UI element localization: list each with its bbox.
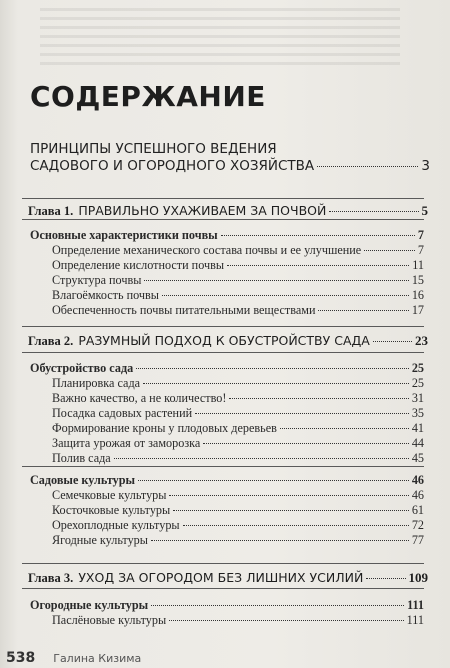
item-title: Посадка садовых растений [52, 406, 193, 420]
toc-item [52, 613, 424, 628]
section-title: Основные характеристики почвы [30, 228, 218, 242]
item-page: 44 [411, 436, 424, 450]
item-page: 31 [411, 391, 424, 405]
section-page: 111 [407, 598, 424, 612]
dot-leader [373, 341, 412, 342]
section-entry [30, 361, 424, 376]
item-title: Определение механического состава почвы и ее улучшение [52, 243, 362, 257]
item-title: Семечковые культуры [52, 488, 167, 502]
dot-leader [136, 368, 409, 369]
item-page: 72 [411, 518, 424, 532]
chapter-title: РАЗУМНЫЙ ПОДХОД К ОБУСТРОЙСТВУ САДА [78, 333, 370, 348]
page-number: 538 [6, 650, 36, 666]
toc-item [52, 243, 424, 258]
toc-item [52, 451, 424, 466]
item-page: 111 [406, 613, 424, 627]
dot-leader [114, 458, 409, 459]
item-page: 45 [411, 451, 424, 465]
item-page: 7 [417, 243, 424, 257]
chapter-page: 109 [408, 570, 428, 585]
item-title: Структура почвы [52, 273, 142, 287]
dot-leader [318, 310, 408, 311]
toc-title: СОДЕРЖАНИЕ [30, 80, 266, 113]
section-divider [22, 466, 424, 467]
section-divider [22, 352, 424, 353]
section-title: Огородные культуры [30, 598, 149, 612]
toc-item [52, 436, 424, 451]
section-entry [30, 598, 424, 613]
dot-leader [195, 413, 409, 414]
dot-leader [227, 265, 409, 266]
chapter-divider [22, 563, 424, 564]
item-page: 41 [411, 421, 424, 435]
dot-leader [151, 540, 409, 541]
dot-leader [203, 443, 409, 444]
toc-item [52, 518, 424, 533]
item-title: Формирование кроны у плодовых деревьев [52, 421, 277, 435]
dot-leader [169, 620, 403, 621]
chapter-title: ПРАВИЛЬНО УХАЖИВАЕМ ЗА ПОЧВОЙ [78, 203, 327, 218]
section-page: 25 [411, 361, 424, 375]
item-title: Влагоёмкость почвы [52, 288, 159, 302]
chapter-page: 5 [421, 203, 428, 218]
chapter-heading [28, 570, 428, 586]
chapter-heading [28, 203, 428, 219]
item-title: Паслёновые культуры [52, 613, 167, 627]
dot-leader [162, 295, 409, 296]
toc-item [52, 488, 424, 503]
toc-item [52, 258, 424, 273]
dot-leader [329, 211, 418, 212]
item-title: Орехоплодные культуры [52, 518, 180, 532]
toc-item [52, 533, 424, 548]
dot-leader [221, 235, 415, 236]
item-page: 46 [411, 488, 424, 502]
item-title: Обеспеченность почвы питательными веществами [52, 303, 316, 317]
toc-item [52, 503, 424, 518]
toc-item [52, 391, 424, 406]
item-title: Важно качество, а не количество! [52, 391, 227, 405]
item-page: 11 [412, 258, 424, 272]
item-page: 16 [411, 288, 424, 302]
chapter-divider [22, 198, 424, 199]
bleed-through-text [40, 8, 400, 68]
page-footer [6, 650, 141, 666]
dot-leader [143, 383, 409, 384]
section-entry [30, 228, 424, 243]
toc-item [52, 303, 424, 318]
dot-leader [280, 428, 409, 429]
section-divider [22, 219, 424, 220]
dot-leader [144, 280, 408, 281]
section-divider [22, 588, 424, 589]
item-title: Планировка сада [52, 376, 141, 390]
chapter-heading [28, 333, 428, 349]
running-author: Галина Кизима [53, 652, 142, 665]
item-page: 77 [411, 533, 424, 547]
intro-page: 3 [421, 158, 430, 174]
toc-item [52, 273, 424, 288]
item-page: 15 [411, 273, 424, 287]
dot-leader [138, 480, 409, 481]
section-page: 7 [417, 228, 424, 242]
item-page: 61 [411, 503, 424, 517]
dot-leader [229, 398, 408, 399]
chapter-page: 23 [415, 333, 428, 348]
dot-leader [366, 578, 405, 579]
dot-leader [169, 495, 408, 496]
item-page: 17 [411, 303, 424, 317]
section-entry [30, 473, 424, 488]
item-title: Защита урожая от заморозка [52, 436, 201, 450]
dot-leader [151, 605, 404, 606]
toc-item [52, 288, 424, 303]
chapter-title: УХОД ЗА ОГОРОДОМ БЕЗ ЛИШНИХ УСИЛИЙ [78, 570, 364, 585]
section-page: 46 [411, 473, 424, 487]
chapter-number: Глава 1. [28, 204, 74, 218]
toc-item [52, 406, 424, 421]
dot-leader [317, 166, 418, 167]
chapter-divider [22, 326, 424, 327]
item-page: 25 [411, 376, 424, 390]
dot-leader [364, 250, 415, 251]
section-title: Обустройство сада [30, 361, 134, 375]
item-title: Определение кислотности почвы [52, 258, 225, 272]
toc-item [52, 376, 424, 391]
dot-leader [183, 525, 409, 526]
intro-line-2: САДОВОГО И ОГОРОДНОГО ХОЗЯЙСТВА [30, 158, 315, 174]
item-title: Полив сада [52, 451, 111, 465]
chapter-number: Глава 3. [28, 571, 74, 585]
intro-line-1: ПРИНЦИПЫ УСПЕШНОГО ВЕДЕНИЯ [30, 141, 277, 157]
section-title: Садовые культуры [30, 473, 136, 487]
chapter-number: Глава 2. [28, 334, 74, 348]
item-page: 35 [411, 406, 424, 420]
dot-leader [173, 510, 409, 511]
item-title: Ягодные культуры [52, 533, 148, 547]
intro-entry [30, 141, 430, 175]
toc-item [52, 421, 424, 436]
item-title: Косточковые культуры [52, 503, 171, 517]
